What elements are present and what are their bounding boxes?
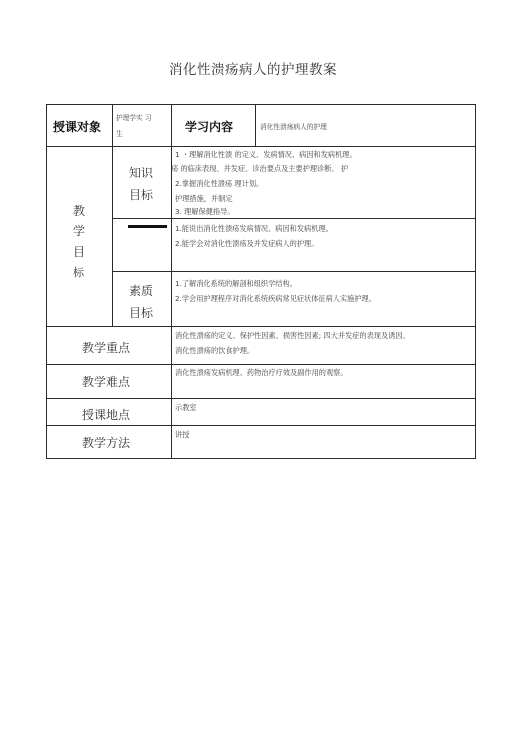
content-value: 消化性溃疡病人的护理	[260, 123, 327, 131]
knowledge-line-4: 护理措施，并制定	[175, 194, 233, 203]
knowledge-line-1: 1 ・理解消化性溃 的定义、发病情况、病因和发病机理。	[175, 150, 357, 159]
quality-label-line1: 素质	[129, 284, 154, 298]
knowledge-line-2: 疡 的临床表现、并发症、诊治要点及主要护理诊断、 护	[171, 164, 349, 173]
knowledge-line-5: 3. 理解保健指导。	[175, 207, 235, 216]
focus-label: 教学重点	[82, 341, 131, 355]
skill-line-1: 1.能说出消化性溃疡发病情况、病因和发病机理。	[175, 224, 333, 233]
location-label: 授课地点	[82, 408, 131, 422]
objectives-label-char-2: 学	[73, 224, 86, 238]
knowledge-label-line2: 目标	[129, 188, 154, 202]
page-title: 消化性溃疡病人的护理教案	[169, 62, 337, 78]
difficulty-value: 消化性溃疡发病机理、药物治疗疗效及副作用的观察。	[175, 368, 348, 377]
quality-line-2: 2.学会用护理程序对消化系统疾病常见症状体征病人实施护理。	[175, 294, 376, 303]
target-label: 授课对象	[53, 120, 102, 134]
difficulty-label: 教学难点	[82, 375, 131, 389]
knowledge-line-3: 2.掌握消化性溃疡 理计划。	[175, 179, 264, 188]
quality-label-line2: 目标	[129, 306, 154, 320]
method-value: 讲授	[175, 430, 190, 439]
skill-label-dash	[128, 225, 167, 228]
focus-line-2: 消化性溃疡的饮食护理。	[175, 346, 255, 355]
location-value: 示教室	[175, 403, 197, 412]
objectives-label-char-3: 目	[73, 245, 86, 259]
quality-line-1: 1.了解消化系统的解剖和组织学结构。	[175, 279, 297, 288]
objectives-label-char-1: 教	[73, 204, 86, 218]
knowledge-label-line1: 知识	[129, 166, 154, 180]
method-label: 教学方法	[82, 436, 131, 450]
target-value-line2: 生	[116, 130, 123, 138]
content-label: 学习内容	[185, 120, 234, 134]
focus-line-1: 消化性溃疡的定义、保护性因素、损害性因素; 四大并发症的表现及诱因、	[175, 331, 410, 340]
target-value-line1: 护理学实 习	[116, 114, 152, 122]
objectives-label-char-4: 标	[73, 266, 84, 279]
skill-line-2: 2.能学会对消化性溃疡及并发症病人的护理。	[175, 239, 319, 248]
